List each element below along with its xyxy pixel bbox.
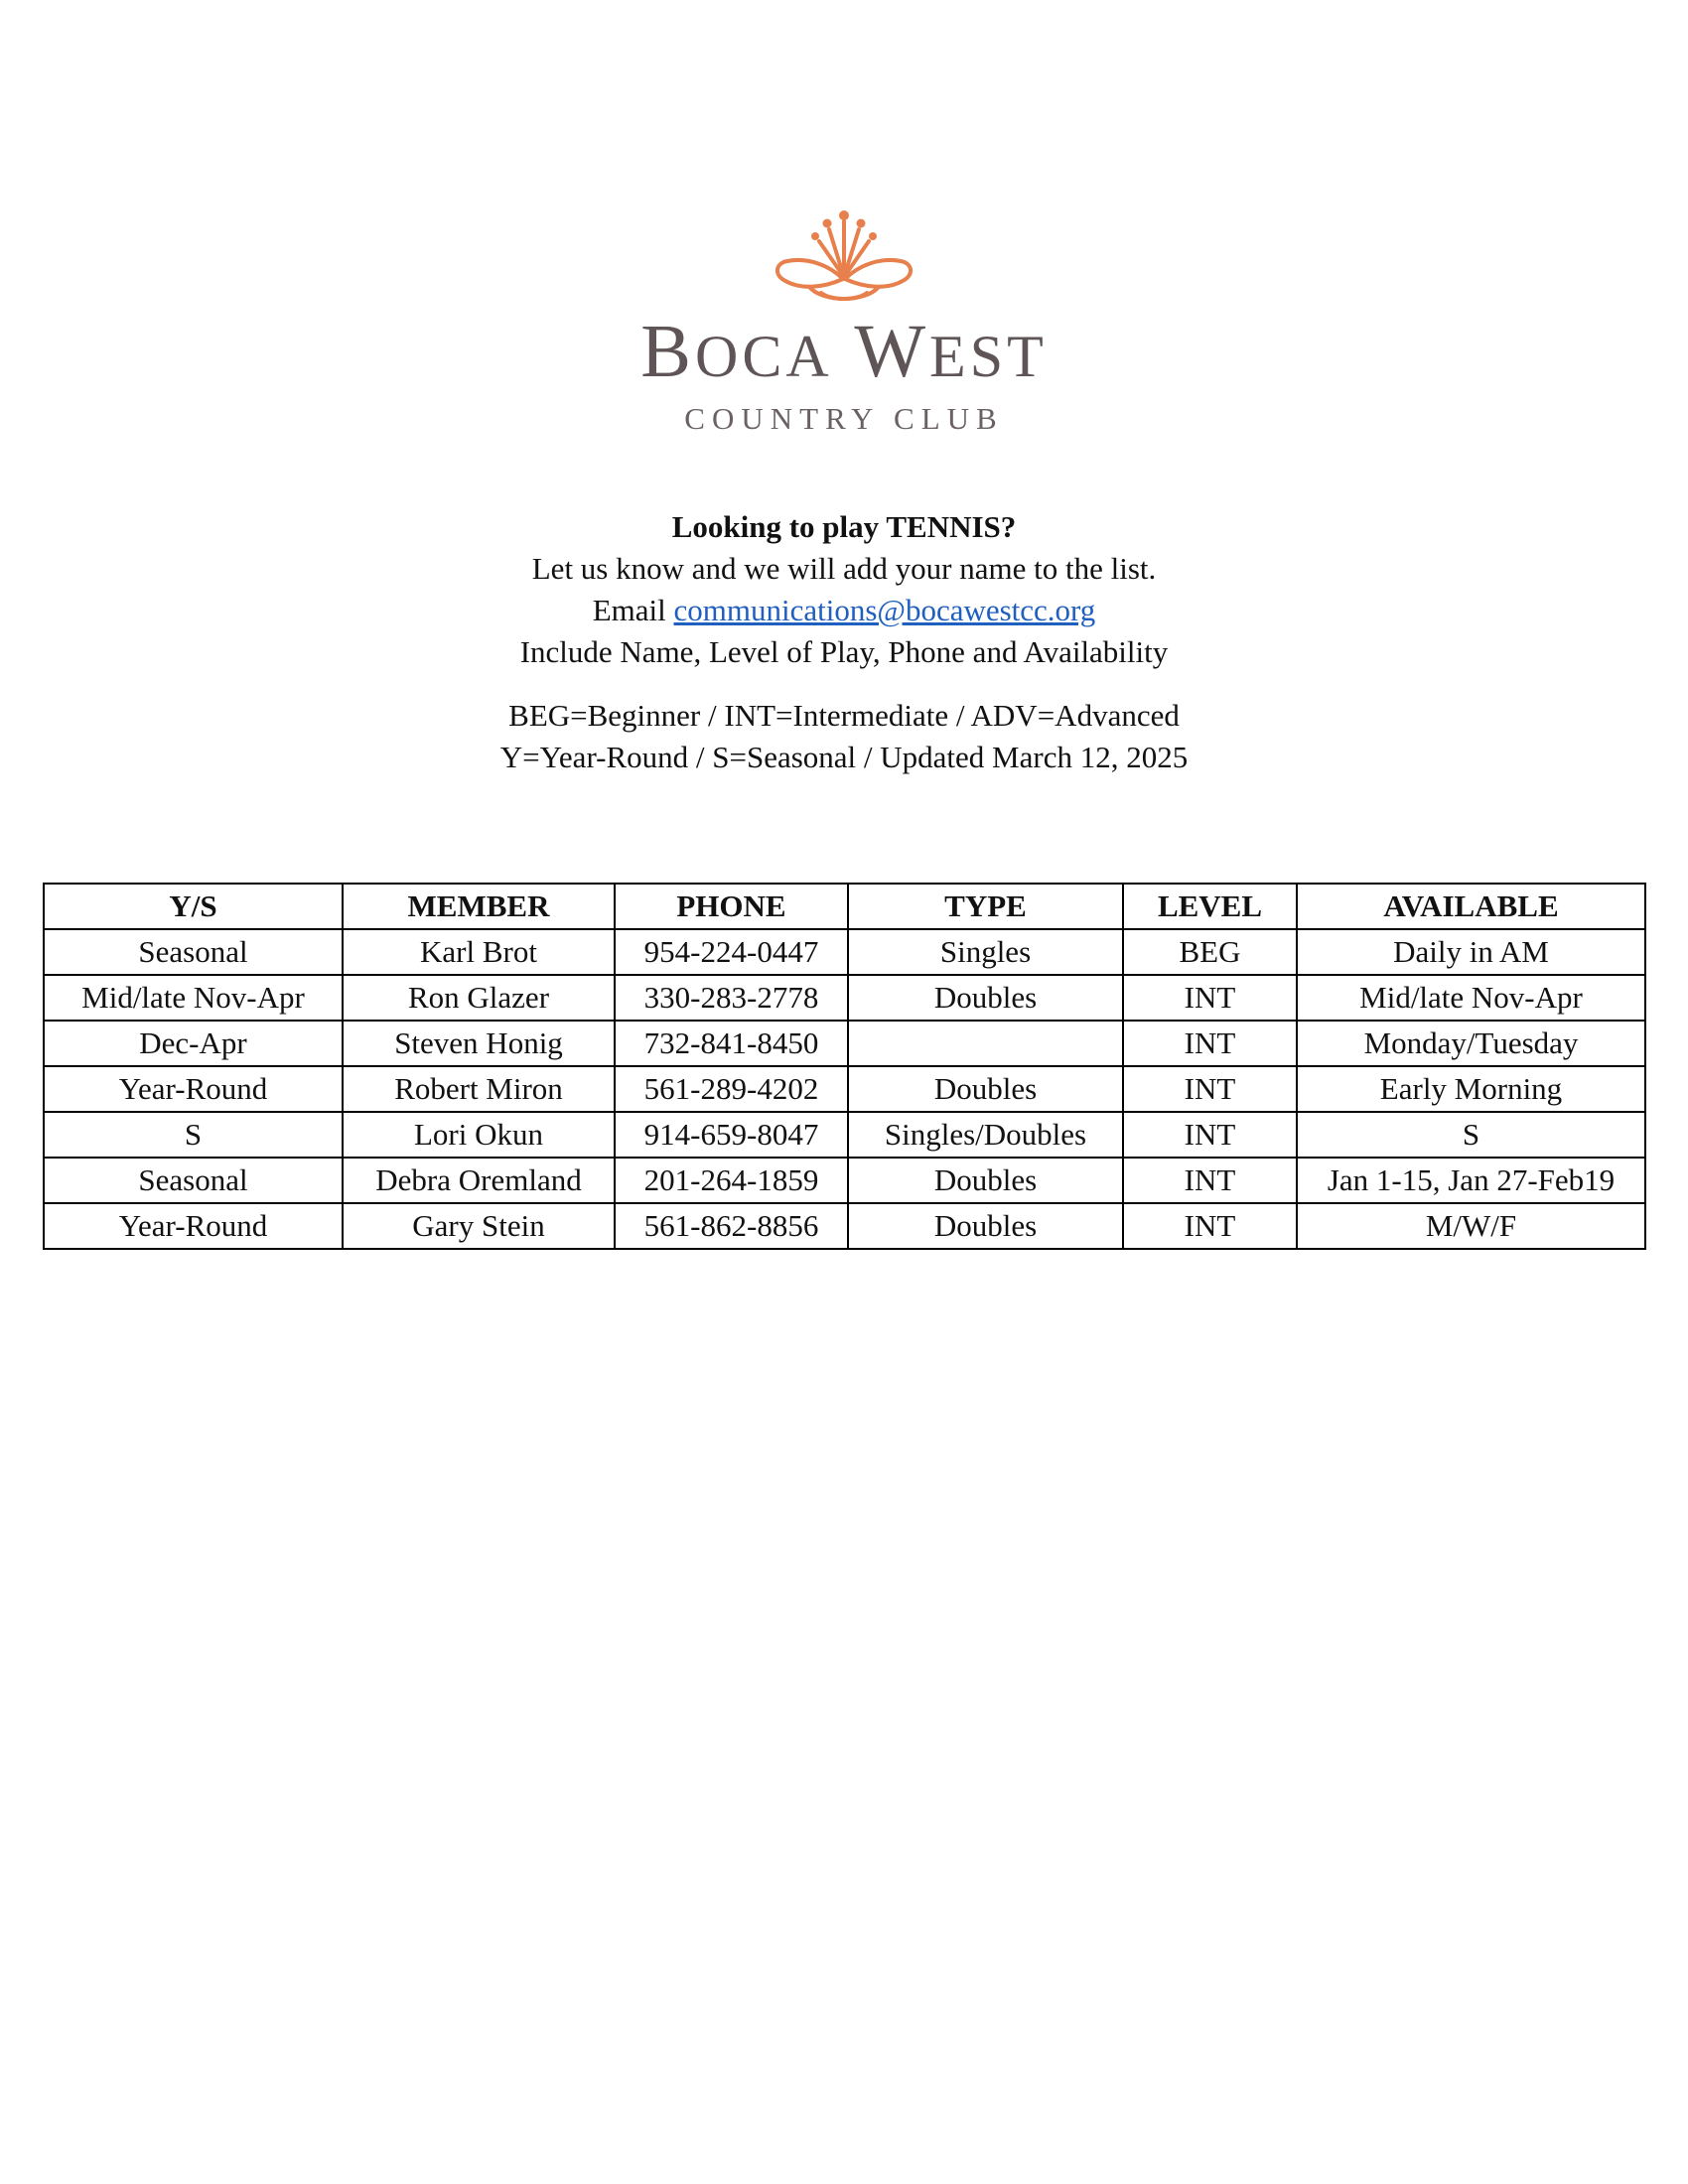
- table-row: [44, 1158, 1645, 1203]
- cell-member: Gary Stein: [343, 1203, 615, 1249]
- cell-available: Jan 1-15, Jan 27-Feb19: [1297, 1158, 1645, 1203]
- cell-available: Mid/late Nov-Apr: [1297, 975, 1645, 1021]
- cell-type: Singles: [848, 929, 1123, 975]
- cell-type: Singles/Doubles: [848, 1112, 1123, 1158]
- cell-available: Daily in AM: [1297, 929, 1645, 975]
- club-name-initial-b: B: [640, 310, 695, 393]
- header-ys: Y/S: [44, 884, 343, 929]
- table-row: [44, 1203, 1645, 1249]
- cell-level: INT: [1123, 975, 1297, 1021]
- cell-phone: 201-264-1859: [615, 1158, 848, 1203]
- cell-ys: Seasonal: [44, 929, 343, 975]
- club-name-initial-w: W: [854, 310, 930, 393]
- cell-level: INT: [1123, 1112, 1297, 1158]
- table-row: [44, 929, 1645, 975]
- intro-line-3: Include Name, Level of Play, Phone and Availability: [519, 634, 1169, 669]
- cell-ys: Year-Round: [44, 1203, 343, 1249]
- cell-phone: 561-289-4202: [615, 1066, 848, 1112]
- intro-line-1: Let us know and we will add your name to the list.: [531, 551, 1157, 586]
- cell-available: Early Morning: [1297, 1066, 1645, 1112]
- club-logo: [0, 204, 1688, 434]
- cell-phone: 330-283-2778: [615, 975, 848, 1021]
- cell-ys: Seasonal: [44, 1158, 343, 1203]
- header-level: LEVEL: [1123, 884, 1297, 929]
- club-name-rest-oca: OCA: [694, 324, 833, 389]
- cell-phone: 914-659-8047: [615, 1112, 848, 1158]
- cell-ys: S: [44, 1112, 343, 1158]
- cell-member: Steven Honig: [343, 1021, 615, 1066]
- cell-member: Karl Brot: [343, 929, 615, 975]
- headline: Looking to play TENNIS?: [671, 509, 1017, 544]
- cell-level: INT: [1123, 1158, 1297, 1203]
- club-name: [0, 310, 1688, 393]
- legend-block: [0, 695, 1688, 778]
- cell-type: [848, 1021, 1123, 1066]
- cell-available: M/W/F: [1297, 1203, 1645, 1249]
- cell-type: Doubles: [848, 1203, 1123, 1249]
- header-phone: PHONE: [615, 884, 848, 929]
- cell-member: Lori Okun: [343, 1112, 615, 1158]
- cell-member: Robert Miron: [343, 1066, 615, 1112]
- header-type: TYPE: [848, 884, 1123, 929]
- email-link[interactable]: communications@bocawestcc.org: [673, 593, 1096, 627]
- cell-level: BEG: [1123, 929, 1297, 975]
- cell-ys: Mid/late Nov-Apr: [44, 975, 343, 1021]
- intro-block: [0, 506, 1688, 673]
- cell-phone: 954-224-0447: [615, 929, 848, 975]
- cell-available: Monday/Tuesday: [1297, 1021, 1645, 1066]
- header-available: AVAILABLE: [1297, 884, 1645, 929]
- cell-ys: Dec-Apr: [44, 1021, 343, 1066]
- hibiscus-flower-icon: [770, 204, 918, 308]
- club-name-rest-est: EST: [929, 324, 1048, 389]
- table-header-row: [44, 884, 1645, 929]
- table-row: [44, 1066, 1645, 1112]
- cell-level: INT: [1123, 1203, 1297, 1249]
- table-row: [44, 975, 1645, 1021]
- header-member: MEMBER: [343, 884, 615, 929]
- tennis-roster-table: [43, 883, 1646, 1250]
- cell-level: INT: [1123, 1066, 1297, 1112]
- cell-phone: 732-841-8450: [615, 1021, 848, 1066]
- cell-type: Doubles: [848, 1066, 1123, 1112]
- cell-type: Doubles: [848, 1158, 1123, 1203]
- table-row: [44, 1112, 1645, 1158]
- email-line: [0, 590, 1688, 631]
- cell-phone: 561-862-8856: [615, 1203, 848, 1249]
- cell-ys: Year-Round: [44, 1066, 343, 1112]
- table-row: [44, 1021, 1645, 1066]
- cell-type: Doubles: [848, 975, 1123, 1021]
- season-legend: Y=Year-Round / S=Seasonal / Updated March 12, 2025: [499, 740, 1189, 774]
- cell-available: S: [1297, 1112, 1645, 1158]
- cell-member: Debra Oremland: [343, 1158, 615, 1203]
- level-legend: BEG=Beginner / INT=Intermediate / ADV=Advanced: [508, 698, 1180, 733]
- club-subtitle: COUNTRY CLUB: [684, 401, 1004, 436]
- cell-level: INT: [1123, 1021, 1297, 1066]
- email-prefix: Email: [592, 593, 666, 627]
- cell-member: Ron Glazer: [343, 975, 615, 1021]
